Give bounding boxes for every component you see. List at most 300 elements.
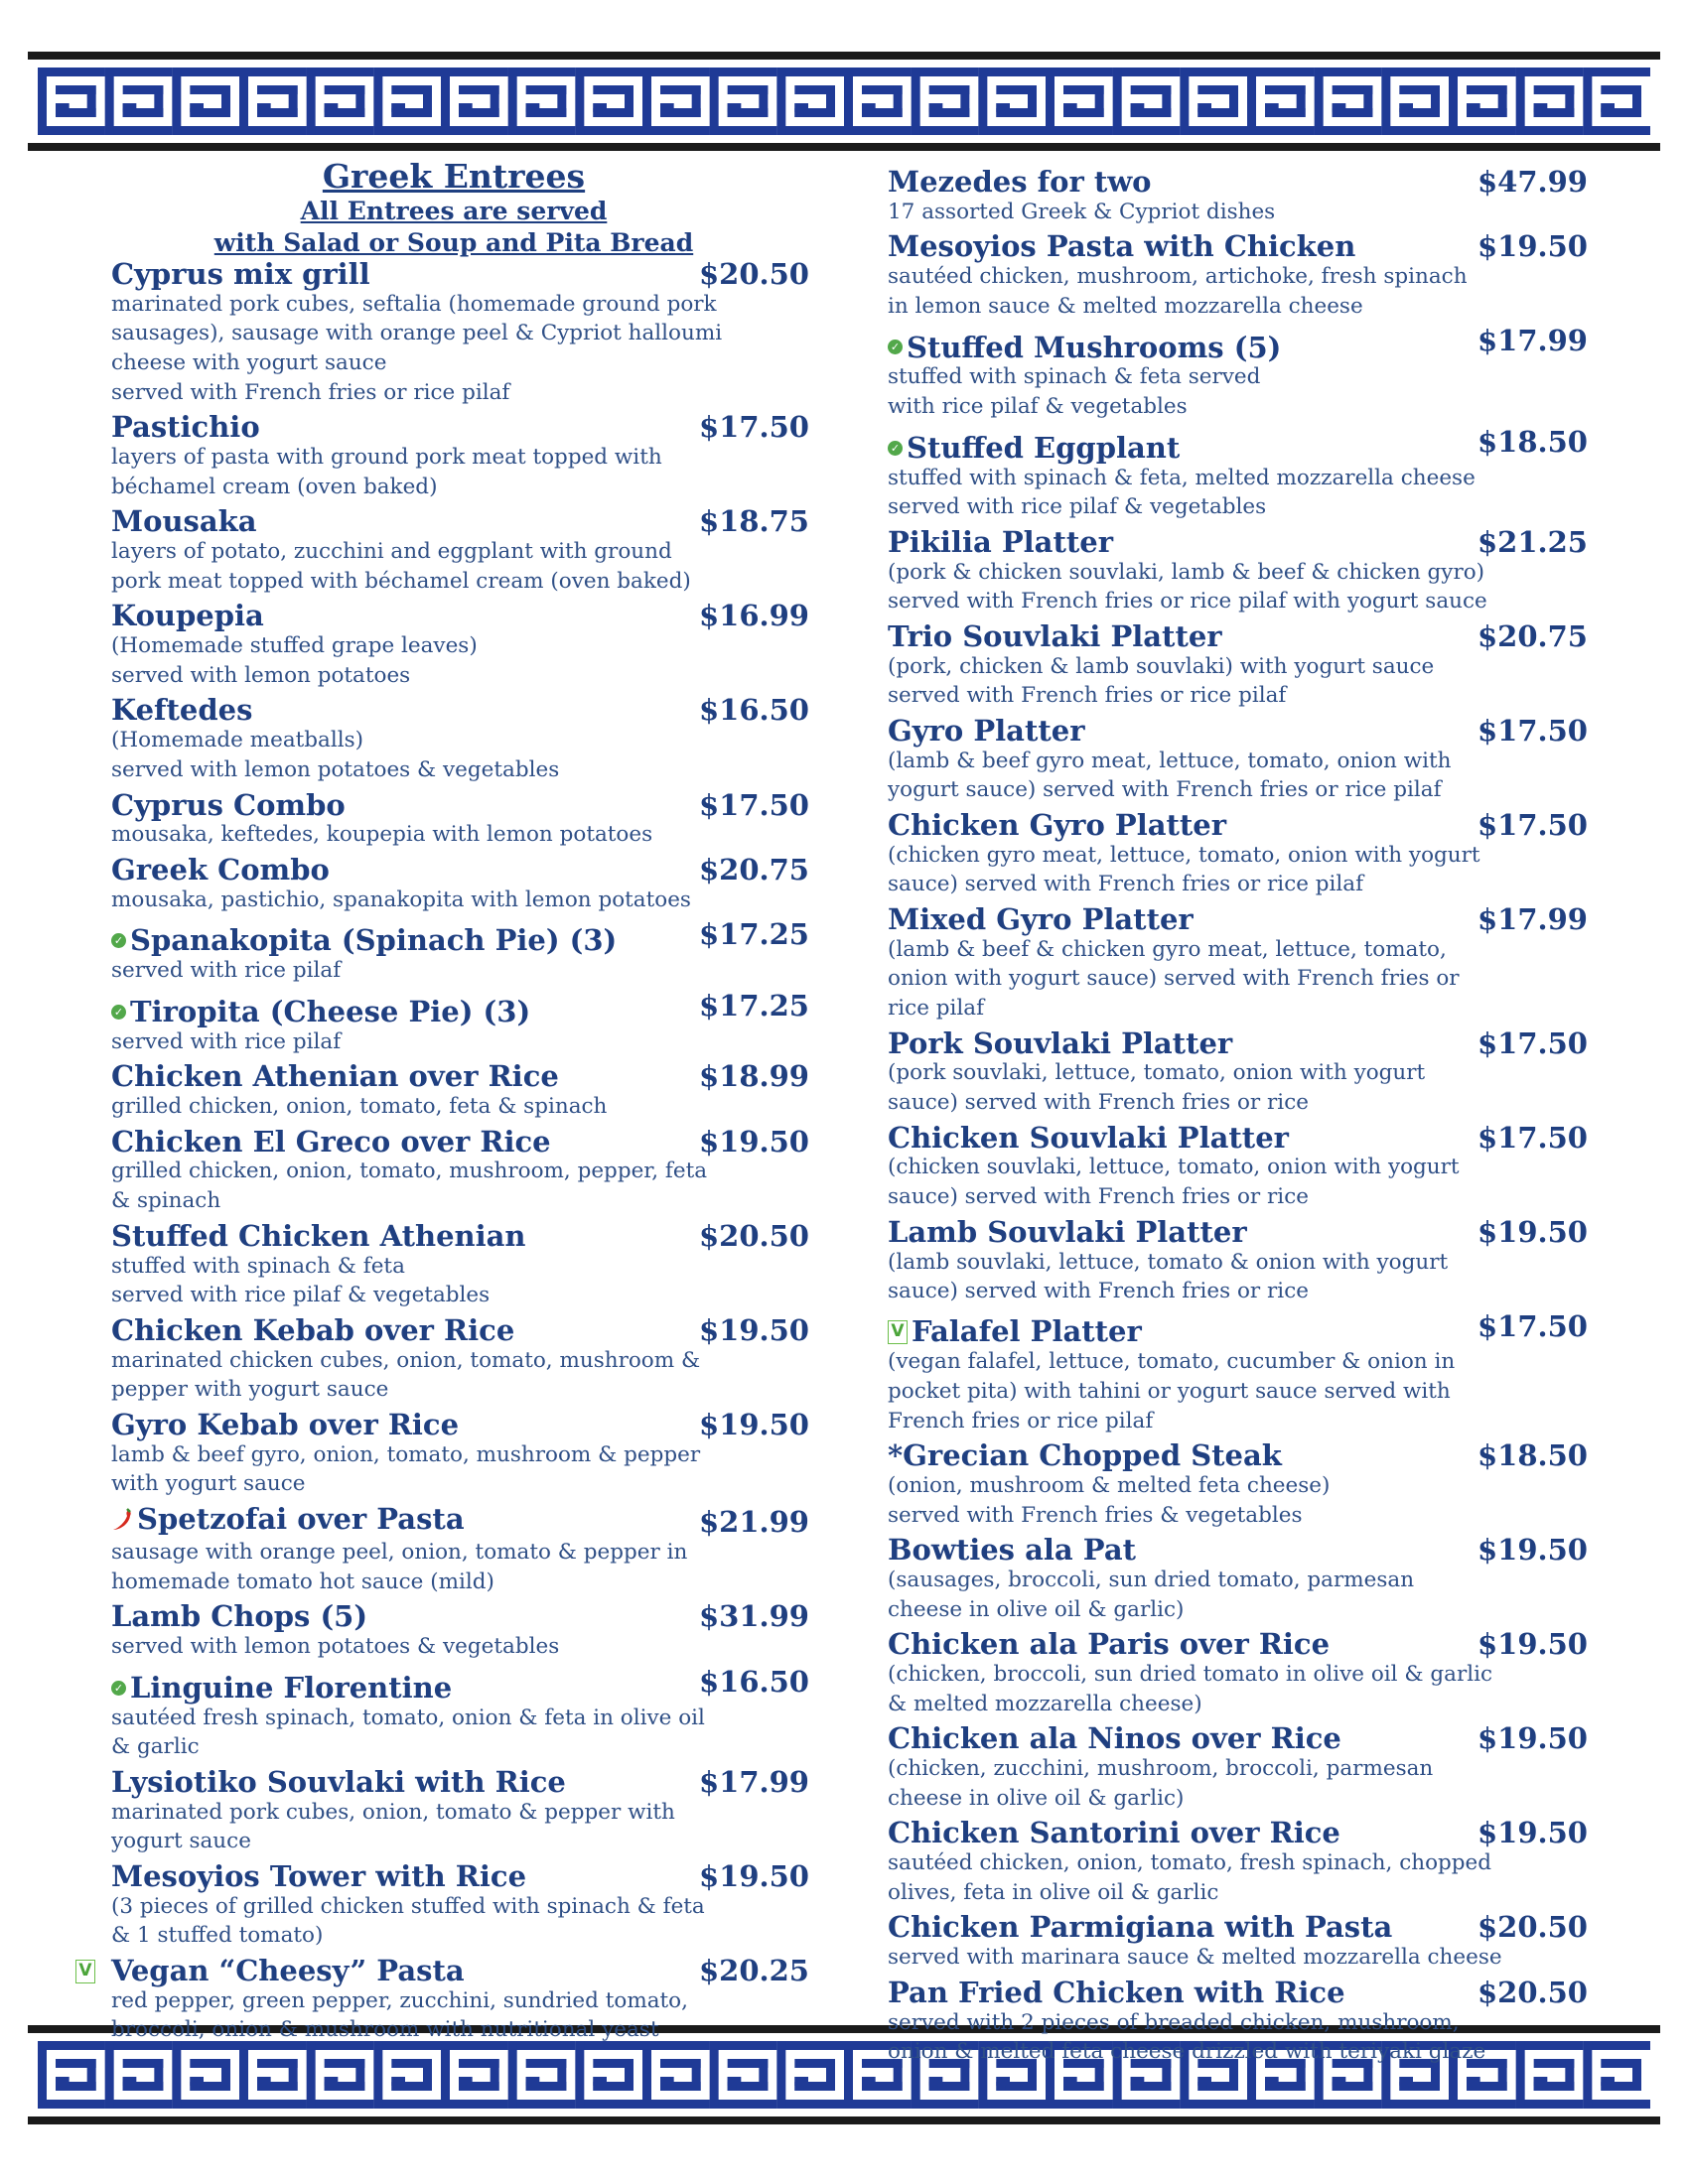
menu-item-description (111, 1892, 816, 1951)
description-line: (lamb & beef & chicken gyro meat, lettuce, tomato, (888, 936, 1447, 962)
menu-item (111, 1764, 816, 1856)
menu-item-header (888, 1440, 1595, 1471)
menu-item-name (888, 713, 1085, 748)
menu-item-price: $19.50 (1477, 1816, 1588, 1850)
description-line: cheese in olive oil & garlic) (888, 1785, 1185, 1811)
menu-item (888, 524, 1595, 616)
menu-item-name-text: Chicken Parmigiana with Pasta (888, 1910, 1393, 1945)
menu-item-description (888, 2008, 1595, 2067)
menu-item-name (111, 994, 531, 1028)
menu-item-name (111, 1218, 526, 1253)
menu-item-price: $17.25 (699, 988, 809, 1023)
menu-item-name (111, 695, 252, 726)
description-line: homemade tomato hot sauce (mild) (111, 1569, 494, 1594)
menu-item-header (888, 713, 1595, 748)
menu-item (111, 1218, 816, 1310)
menu-item-header (888, 1818, 1595, 1848)
menu-item-description (111, 631, 816, 690)
menu-item-description (111, 1252, 816, 1310)
description-line: (chicken souvlaki, lettuce, tomato, onion with yogurt (888, 1155, 1460, 1180)
menu-item-name-text: Bowties ala Pat (888, 1533, 1137, 1568)
description-line: & spinach (111, 1188, 221, 1214)
description-line: served with French fries & vegetables (888, 1502, 1303, 1528)
chili-pepper-icon (111, 1507, 133, 1531)
menu-item (888, 807, 1595, 899)
menu-item-name-text: Lysiotiko Souvlaki with Rice (111, 1764, 566, 1799)
description-line: & melted mozzarella cheese) (888, 1691, 1202, 1716)
menu-item (888, 326, 1595, 421)
menu-item-description (111, 886, 816, 915)
menu-item-name-text: Greek Combo (111, 852, 330, 887)
description-line: yogurt sauce (111, 1829, 251, 1854)
menu-item-name-text: Koupepia (111, 599, 264, 633)
description-line: & 1 stuffed tomato) (111, 1923, 324, 1949)
border-rule (28, 2116, 1660, 2124)
description-line: with rice pilaf & vegetables (888, 393, 1188, 419)
description-line: served with rice pilaf & vegetables (111, 1283, 491, 1308)
menu-item-description (111, 726, 816, 784)
menu-item-name-text: Keftedes (111, 693, 253, 728)
vegetarian-icon: ✓ (111, 1005, 126, 1020)
menu-item-header (888, 231, 1595, 262)
menu-item-name (888, 167, 1152, 198)
menu-item-name-text: Spetzofai over Pasta (137, 1501, 465, 1536)
menu-item-name (111, 925, 617, 956)
description-line: served with lemon potatoes & vegetables (111, 756, 560, 782)
description-line: lamb & beef gyro, onion, tomato, mushroom & pepper (111, 1441, 701, 1467)
menu-item-price: $19.50 (699, 1407, 809, 1441)
menu-item-name (888, 1316, 1142, 1347)
menu-item-price: $17.50 (1477, 1025, 1588, 1060)
menu-item-price: $47.99 (1477, 165, 1588, 199)
menu-item-price: $17.50 (699, 410, 809, 445)
menu-item (111, 1664, 816, 1762)
menu-item-header (111, 1407, 816, 1441)
menu-item-header (111, 919, 816, 956)
menu-item-name-text: Pastichio (111, 410, 260, 445)
menu-item-description (111, 1440, 816, 1499)
description-line: sauce) served with French fries or rice (888, 1090, 1309, 1116)
menu-item-price: $17.99 (1477, 902, 1588, 936)
menu-item (111, 1858, 816, 1951)
description-line: onion & melted feta cheese drizzled with teriyaki glaze (888, 2039, 1486, 2065)
menu-item-header (111, 1312, 816, 1347)
description-line: pork meat topped with béchamel cream (oven baked) (111, 568, 691, 594)
menu-item-name-text: Falafel Platter (912, 1314, 1142, 1349)
menu-item-header (888, 1912, 1595, 1943)
menu-item-name-text: Tiropita (Cheese Pie) (3) (130, 994, 531, 1028)
menu-item-price: $21.25 (1477, 524, 1588, 559)
description-line: (lamb & beef gyro meat, lettuce, tomato, onion with (888, 748, 1452, 773)
menu-item-name-text: Mezedes for two (888, 165, 1152, 199)
menu-item (888, 1723, 1595, 1813)
menu-item-description (888, 262, 1595, 321)
description-line: (pork & chicken souvlaki, lamb & beef & chicken gyro) (888, 559, 1485, 585)
description-line: sautéed fresh spinach, tomato, onion & feta in olive oil (111, 1705, 705, 1730)
menu-item-price: $19.50 (1477, 1721, 1588, 1756)
menu-item (888, 1308, 1595, 1435)
menu-item-header (888, 1535, 1595, 1566)
menu-item-header (888, 807, 1595, 842)
description-line: stuffed with spinach & feta served (888, 364, 1261, 390)
menu-item (888, 231, 1595, 321)
vegetarian-icon: ✓ (111, 1681, 126, 1696)
menu-item-header (888, 1214, 1595, 1249)
menu-column-left (78, 157, 816, 2050)
description-line: grilled chicken, onion, tomato, mushroom, pepper, feta (111, 1159, 708, 1184)
menu-item (888, 167, 1595, 226)
description-line: rice pilaf (888, 996, 985, 1022)
menu-item-name (111, 1858, 527, 1893)
description-line: sausage with orange peel, onion, tomato & pepper in (111, 1540, 688, 1566)
menu-item (888, 1535, 1595, 1624)
vegetarian-icon: ✓ (111, 933, 126, 948)
menu-item-price: $21.99 (699, 1505, 809, 1540)
section-subtitle: All Entrees are served (300, 196, 608, 225)
menu-item-header (888, 326, 1595, 362)
menu-item-description (111, 956, 816, 986)
menu-item-description (111, 1798, 816, 1856)
menu-item-description (111, 443, 816, 501)
menu-item-price: $17.99 (1477, 324, 1588, 358)
description-line: cheese in olive oil & garlic) (888, 1596, 1185, 1622)
menu-item-price: $20.25 (699, 1954, 809, 1987)
menu-item-price: $19.50 (1477, 1627, 1588, 1662)
menu-item-price: $19.50 (1477, 1533, 1588, 1568)
description-line: sausages), sausage with orange peel & Cypriot halloumi (111, 321, 723, 346)
menu-item-name (888, 904, 1194, 935)
menu-item (111, 506, 816, 596)
description-line: (Homemade meatballs) (111, 728, 364, 753)
menu-item-price: $18.75 (699, 504, 809, 539)
description-line: sauce) served with French fries or rice (888, 1184, 1309, 1210)
description-line: (lamb souvlaki, lettuce, tomato & onion with yogurt (888, 1249, 1449, 1275)
description-line: mousaka, keftedes, koupepia with lemon potatoes (111, 822, 653, 848)
menu-item-description (888, 747, 1595, 805)
menu-item-name (111, 1501, 465, 1536)
menu-item-description (888, 935, 1595, 1024)
description-line: layers of potato, zucchini and eggplant with ground (111, 539, 672, 565)
menu-item-name-text: Vegan “Cheesy” Pasta (111, 1954, 465, 1987)
menu-item-name-text: Chicken Souvlaki Platter (888, 1120, 1289, 1155)
menu-item-price: $20.50 (699, 1218, 809, 1253)
description-line: mousaka, pastichio, spanakopita with lemon potatoes (111, 887, 691, 912)
menu-item-name (888, 330, 1282, 364)
menu-item-description (888, 198, 1595, 227)
menu-item-description (888, 1943, 1595, 1973)
description-line: (3 pieces of grilled chicken stuffed with spinach & feta (111, 1893, 705, 1919)
menu-item-name (888, 1818, 1340, 1848)
description-line: (onion, mushroom & melted feta cheese) (888, 1472, 1331, 1498)
menu-item-description (111, 1704, 816, 1762)
menu-item-header (888, 1629, 1595, 1660)
menu-item-name (111, 256, 370, 291)
menu-item-description (888, 1347, 1595, 1435)
menu-item-description (111, 537, 816, 596)
menu-item-header (111, 1601, 816, 1632)
menu-item-name (111, 1764, 566, 1799)
menu-item-header (111, 1061, 816, 1092)
menu-item-name (111, 852, 330, 887)
menu-item-description (888, 1660, 1595, 1718)
menu-item-description (111, 820, 816, 850)
description-line: stuffed with spinach & feta (111, 1253, 405, 1279)
menu-item-price: $20.75 (1477, 618, 1588, 653)
description-line: olives, feta in olive oil & garlic (888, 1879, 1219, 1905)
menu-item-name-text: Stuffed Mushrooms (5) (907, 330, 1282, 364)
description-line: served with lemon potatoes (111, 662, 411, 688)
menu-item-name-text: Gyro Kebab over Rice (111, 1407, 460, 1441)
description-line: cheese with yogurt sauce (111, 350, 387, 375)
description-line: marinated pork cubes, seftalia (homemade ground pork (111, 291, 717, 317)
menu-item-price: $17.50 (1477, 713, 1588, 748)
menu-item-name-text: Lamb Souvlaki Platter (888, 1214, 1247, 1249)
menu-item (111, 256, 816, 407)
menu-item-name-text: Pikilia Platter (888, 524, 1113, 559)
menu-item (888, 618, 1595, 711)
menu-item-header (111, 988, 816, 1028)
description-line: served with lemon potatoes & vegetables (111, 1634, 560, 1660)
menu-item-name-text: Mixed Gyro Platter (888, 902, 1194, 936)
menu-item-price: $17.50 (1477, 807, 1588, 842)
menu-item-description (111, 1986, 816, 2045)
menu-item-name-text: Chicken ala Paris over Rice (888, 1627, 1331, 1662)
description-line: & garlic (111, 1734, 200, 1760)
menu-item-price: $31.99 (699, 1599, 809, 1634)
greek-key-border-top (28, 52, 1660, 151)
menu-item-name (111, 1670, 453, 1705)
menu-item (111, 1312, 816, 1405)
menu-item (111, 1124, 816, 1216)
description-line: served with rice pilaf (111, 958, 342, 984)
menu-item-price: $20.75 (699, 852, 809, 887)
menu-item-header (888, 1975, 1595, 2009)
menu-item-price: $19.50 (1477, 1214, 1588, 1249)
menu-item-name-text: Chicken Kebab over Rice (111, 1312, 515, 1347)
menu-item-name (888, 1214, 1247, 1249)
description-line: served with marinara sauce & melted mozzarella cheese (888, 1945, 1502, 1971)
menu-item (888, 904, 1595, 1024)
menu-item (888, 1629, 1595, 1718)
description-line: béchamel cream (oven baked) (111, 474, 438, 499)
menu-item-price: $17.99 (699, 1764, 809, 1799)
menu-item (111, 852, 816, 914)
menu-item-description (111, 1538, 816, 1596)
menu-item-name (888, 1975, 1345, 2009)
menu-item-price: $17.25 (699, 917, 809, 952)
section-subtitle: with Salad or Soup and Pita Bread (213, 227, 694, 257)
description-line: in lemon sauce & melted mozzarella cheese (888, 293, 1363, 319)
description-line: sautéed chicken, onion, tomato, fresh spinach, chopped (888, 1850, 1492, 1876)
menu-item-price: $20.50 (1477, 1910, 1588, 1945)
menu-item-header (111, 852, 816, 887)
description-line: 17 assorted Greek & Cypriot dishes (888, 199, 1276, 224)
menu-item-description (888, 652, 1595, 711)
menu-item-header (78, 1954, 816, 1987)
menu-item-price: $19.50 (699, 1858, 809, 1893)
section-title: Greek Entrees (322, 157, 586, 196)
description-line: (Homemade stuffed grape leaves) (111, 633, 478, 659)
menu-item-header (888, 618, 1595, 653)
menu-item-price: $20.50 (1477, 1975, 1588, 2009)
description-line: served with rice pilaf & vegetables (888, 494, 1267, 520)
menu-item-name-text: Pork Souvlaki Platter (888, 1025, 1233, 1060)
menu-item (888, 1440, 1595, 1530)
menu-item-name (888, 1629, 1330, 1660)
description-line: (pork souvlaki, lettuce, tomato, onion with yogurt (888, 1060, 1426, 1086)
menu-item-name (888, 1120, 1289, 1155)
description-line: with yogurt sauce (111, 1471, 306, 1497)
description-line: sauce) served with French fries or rice (888, 1279, 1309, 1304)
description-line: stuffed with spinach & feta, melted mozzarella cheese (888, 465, 1476, 490)
menu-item-name-text: Pan Fried Chicken with Rice (888, 1975, 1345, 2009)
border-rule (28, 143, 1660, 151)
description-line: served with French fries or rice pilaf (111, 379, 510, 405)
menu-item-header (888, 167, 1595, 198)
vegetarian-icon: ✓ (888, 441, 903, 456)
description-line: marinated chicken cubes, onion, tomato, mushroom & (111, 1347, 701, 1373)
description-line: grilled chicken, onion, tomato, feta & spinach (111, 1094, 608, 1120)
menu-item-name-text: Spanakopita (Spinach Pie) (3) (130, 923, 618, 958)
greek-key-svg (38, 68, 1650, 135)
menu-item-name-text: Stuffed Chicken Athenian (111, 1218, 526, 1253)
menu-item-name-text: Chicken Santorini over Rice (888, 1816, 1340, 1850)
menu-item-header (111, 506, 816, 537)
description-line: broccoli, onion & mushroom with nutritional yeast (111, 2017, 659, 2043)
menu-item (111, 1601, 816, 1661)
menu-item-name (888, 1535, 1136, 1566)
menu-item-name (111, 412, 260, 443)
menu-item-price: $19.50 (699, 1312, 809, 1347)
menu-item-description (888, 362, 1595, 421)
menu-item-name-text: Chicken Gyro Platter (888, 807, 1227, 842)
menu-item-name (888, 1723, 1341, 1754)
menu-item-header (888, 1723, 1595, 1754)
menu-item-name (888, 524, 1113, 559)
menu-item (888, 1912, 1595, 1972)
vegetarian-icon: ✓ (888, 340, 903, 354)
menu-item-name-text: Linguine Florentine (130, 1670, 453, 1705)
menu-item (111, 695, 816, 784)
description-line: served with French fries or rice pilaf (888, 683, 1287, 709)
menu-item-name-text: Chicken El Greco over Rice (111, 1124, 551, 1159)
menu-item-name-text: *Grecian Chopped Steak (888, 1438, 1282, 1473)
menu-item (111, 988, 816, 1057)
menu-item-header (111, 1124, 816, 1159)
vegan-icon: V (75, 1960, 95, 1983)
menu-item-name-text: Cyprus Combo (111, 787, 346, 822)
description-line: marinated pork cubes, onion, tomato & pepper with (111, 1799, 675, 1825)
menu-item-name-text: Stuffed Eggplant (907, 430, 1181, 465)
description-line: pepper with yogurt sauce (111, 1377, 389, 1403)
menu-item-list (78, 256, 816, 2045)
menu-item-header (111, 1858, 816, 1893)
menu-item-name (111, 1124, 551, 1159)
menu-item-name (888, 1025, 1233, 1060)
description-line: (chicken gyro meat, lettuce, tomato, onion with yogurt (888, 842, 1480, 868)
menu-item-price: $19.50 (1477, 229, 1588, 264)
menu-item-header (111, 1218, 816, 1253)
description-line: layers of pasta with ground pork meat topped with (111, 445, 662, 471)
menu-item-price: $17.50 (1477, 1120, 1588, 1155)
menu-item-name (111, 506, 257, 537)
menu-item-price: $18.50 (1477, 424, 1588, 459)
menu-item-header (111, 1501, 816, 1540)
menu-item-header (111, 1764, 816, 1799)
menu-item-description (888, 1754, 1595, 1813)
menu-item-description (111, 1632, 816, 1662)
menu-item-name (111, 1061, 559, 1092)
description-line: red pepper, green pepper, zucchini, sundried tomato, (111, 1987, 688, 2013)
menu-item-description (111, 290, 816, 408)
menu-item-name (111, 601, 264, 631)
menu-item-header (111, 787, 816, 822)
menu-item (111, 787, 816, 850)
menu-item-price: $16.99 (699, 599, 809, 633)
menu-item (888, 1025, 1595, 1118)
menu-item-name-text: Mesoyios Tower with Rice (111, 1858, 527, 1893)
menu-item-name (888, 1440, 1282, 1471)
description-line: (vegan falafel, lettuce, tomato, cucumber & onion in (888, 1349, 1456, 1375)
menu-item-name-text: Gyro Platter (888, 713, 1085, 748)
vegan-icon: V (888, 1320, 908, 1344)
menu-item (888, 1818, 1595, 1907)
description-line: onion with yogurt sauce) served with French fries or (888, 966, 1460, 992)
description-line: served with French fries or rice pilaf with yogurt sauce (888, 589, 1487, 614)
menu-item (111, 412, 816, 501)
menu-item-description (888, 1566, 1595, 1624)
greek-key-pattern (38, 68, 1650, 135)
menu-item (888, 1120, 1595, 1212)
menu-item-description (888, 558, 1595, 616)
menu-item-list (888, 167, 1595, 2067)
menu-item-name (888, 430, 1181, 465)
border-rule (28, 52, 1660, 60)
menu-item-description (888, 841, 1595, 899)
menu-item (111, 601, 816, 690)
description-line: (pork, chicken & lamb souvlaki) with yogurt sauce (888, 653, 1435, 679)
menu-item-description (888, 464, 1595, 522)
menu-item (888, 1214, 1595, 1306)
menu-item-header (111, 601, 816, 631)
menu-item-price: $18.99 (699, 1059, 809, 1094)
menu-item (888, 713, 1595, 805)
menu-item-header (888, 904, 1595, 935)
menu-item-name-text: Mesoyios Pasta with Chicken (888, 229, 1356, 264)
menu-item-header (888, 1308, 1595, 1349)
menu-item (888, 1975, 1595, 2067)
menu-item-price: $18.50 (1477, 1438, 1588, 1473)
description-line: (chicken, broccoli, sun dried tomato in olive oil & garlic (888, 1662, 1493, 1688)
menu-item (78, 1954, 816, 2045)
menu-item-header (888, 1120, 1595, 1155)
menu-item-price: $19.50 (699, 1124, 809, 1159)
menu-item-description (888, 1153, 1595, 1211)
menu-item-name (888, 618, 1222, 653)
menu-item-description (111, 1346, 816, 1405)
menu-item-description (888, 1248, 1595, 1306)
menu-item-description (888, 1848, 1595, 1907)
menu-item (111, 919, 816, 986)
menu-item (888, 424, 1595, 522)
menu-item-name-text: Cyprus mix grill (111, 256, 370, 291)
description-line: yogurt sauce) served with French fries or rice pilaf (888, 777, 1442, 803)
menu-item-header (111, 695, 816, 726)
menu-item-header (888, 424, 1595, 465)
description-line: served with 2 pieces of breaded chicken, mushroom, (888, 2009, 1460, 2035)
menu-item-description (888, 1471, 1595, 1530)
menu-item-description (888, 1058, 1595, 1117)
